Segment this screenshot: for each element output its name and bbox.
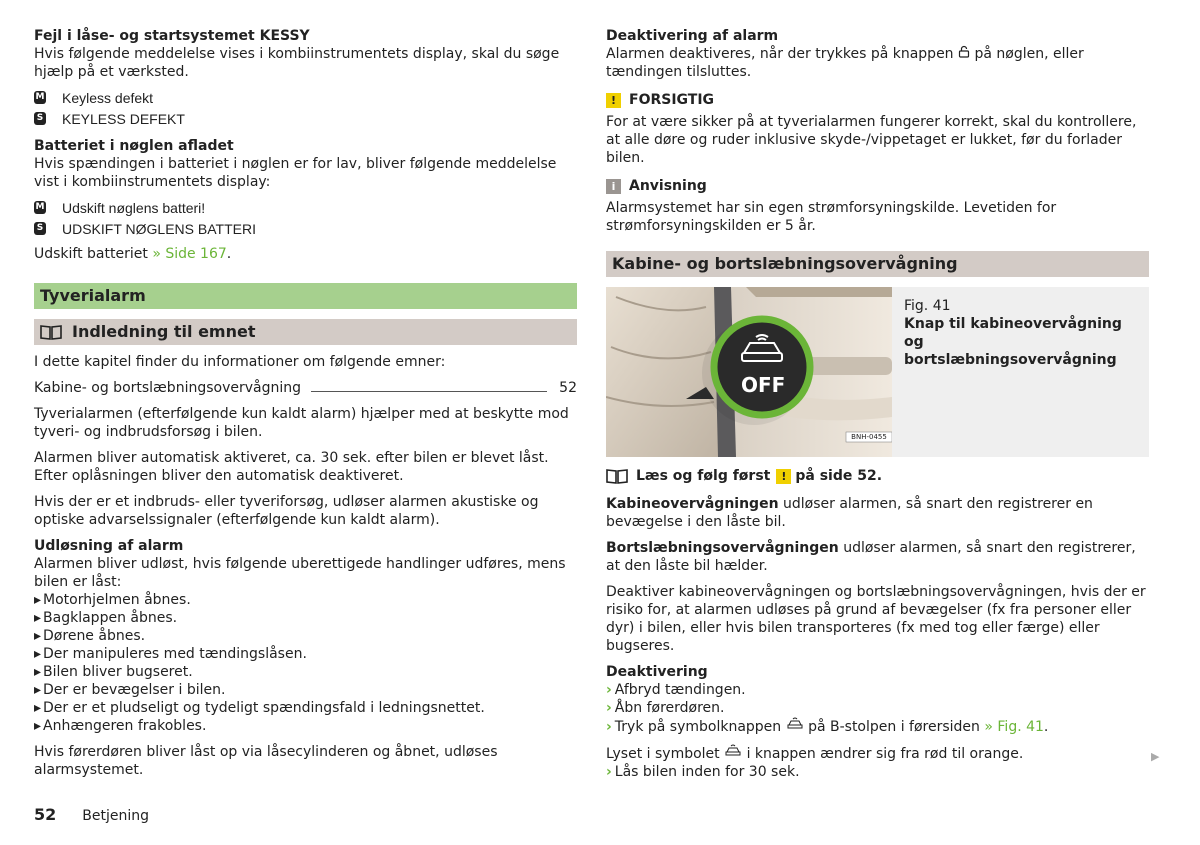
step-text: Afbryd tændingen. xyxy=(614,682,746,698)
deactivate-advice: Deaktiver kabineovervågningen og bortslæbningsovervågningen, hvis der er risiko for, at alarmen udløses på grund af bevægelser (fx fra personer eller dyr) i bilen, eller hvis bilen transporteres (fx med tog eller færge) eller bugseres. xyxy=(606,584,1146,654)
step-text: Lås bilen inden for 30 sek. xyxy=(614,764,800,780)
toc-leader-line xyxy=(311,391,547,392)
unlock-icon xyxy=(958,45,970,58)
caution-label: FORSIGTIG xyxy=(629,92,715,108)
paragraph-2: Alarmen bliver automatisk aktiveret, ca. 30 sek. efter bilen er blevet låst. Efter oplåsningen bliver den automatisk deaktiveret. xyxy=(34,450,549,484)
intro-title-bar xyxy=(34,319,577,345)
deact-text-b: på nøglen, eller tændingen tilsluttes. xyxy=(606,46,1084,80)
message-text: Keyless defekt xyxy=(62,89,154,106)
note-label-row xyxy=(606,177,1149,195)
page-167-link[interactable]: » Side 167 xyxy=(152,246,227,262)
cabin-monitoring-term: Kabineovervågningen xyxy=(606,496,779,512)
light-text-a: Lyset i symbolet xyxy=(606,746,720,762)
message-text: Udskift nøglens batteri! xyxy=(62,199,206,216)
replace-battery-text xyxy=(34,245,577,263)
fig-41-link[interactable]: » Fig. 41 xyxy=(984,719,1044,735)
caution-text: For at være sikker på at tyverialarmen fungerer korrekt, skal du kontrollere, at alle døre og ruder inklusive skyde-/vippetaget er lukket, før du forlader bilen. xyxy=(606,114,1137,166)
kessy-message-m xyxy=(34,87,577,108)
intro-text: I dette kapitel finder du informationer om følgende emner: xyxy=(34,354,446,370)
paragraph-3: Hvis der er et indbruds- eller tyveriforsøg, udløser alarmen akustiske og optiske advarselssignaler (efterfølgende kun kaldt alarm). xyxy=(34,494,539,528)
step-text: Tryk på symbolknappen xyxy=(614,719,782,735)
read-first-a: Læs og følg først xyxy=(636,468,771,484)
towing-monitoring-paragraph xyxy=(606,539,1149,575)
list-item: ▸ Bagklappen åbnes. xyxy=(34,609,577,627)
figure-image xyxy=(606,287,892,457)
replace-end: . xyxy=(226,246,232,262)
step-end: . xyxy=(1043,719,1049,735)
list-item: ▸ Motorhjelmen åbnes. xyxy=(34,591,577,609)
toc-label: Kabine- og bortslæbningsovervågning xyxy=(34,380,302,396)
caution-label-row xyxy=(606,91,1149,109)
cabin-monitoring-paragraph xyxy=(606,495,1149,531)
message-text: UDSKIFT NØGLENS BATTERI xyxy=(62,220,256,237)
cabin-monitoring-off-icon xyxy=(786,717,804,731)
deactivation-heading: Deaktivering af alarm xyxy=(606,28,779,44)
toc-page: 52 xyxy=(559,380,577,396)
left-column xyxy=(34,27,577,779)
book-icon xyxy=(606,468,628,484)
towing-monitoring-text: udløser alarmen, så snart den registrerer, at den låste bil hælder. xyxy=(606,540,1136,574)
page-number: 52 xyxy=(34,805,57,824)
list-item: ▸ Bilen bliver bugseret. xyxy=(34,663,577,681)
note-text: Alarmsystemet har sin egen strømforsyningskilde. Levetiden for strømforsyningskilden er 5 år. xyxy=(606,200,1057,234)
section-title-cabin-monitoring: Kabine- og bortslæbningsovervågning xyxy=(606,251,1149,277)
continue-arrow-icon: ▶ xyxy=(1151,750,1160,763)
figure-code: BNH-0455 xyxy=(851,433,887,441)
step-text: Åbn førerdøren. xyxy=(614,700,725,716)
list-item: › Afbryd tændingen. xyxy=(606,682,746,698)
figure-off-label: OFF xyxy=(741,373,786,397)
deact-text-a: Alarmen deaktiveres, når der trykkes på knappen xyxy=(606,46,954,62)
list-item: ▸ Der er bevægelser i bilen. xyxy=(34,681,577,699)
list-item: ▸ Der manipuleres med tændingslåsen. xyxy=(34,645,577,663)
note-label: Anvisning xyxy=(629,178,707,194)
list-item: ▸ Der er et pludseligt og tydeligt spændingsfald i ledningsnettet. xyxy=(34,699,577,717)
display-s-icon: S xyxy=(34,222,46,235)
towing-monitoring-term: Bortslæbningsovervågningen xyxy=(606,540,839,556)
kessy-message-s xyxy=(34,108,577,129)
list-item: › Tryk på symbolknappen på B-stolpen i førersiden » Fig. 41. xyxy=(606,719,1049,735)
cabin-monitoring-text: udløser alarmen, så snart den registrerer en bevægelse i den låste bil. xyxy=(606,496,1093,530)
display-s-icon: S xyxy=(34,112,46,125)
final-text: Hvis førerdøren bliver låst op via låsecylinderen og åbnet, udløses alarmsystemet. xyxy=(34,744,498,778)
message-text: KEYLESS DEFEKT xyxy=(62,110,185,127)
toc-entry[interactable] xyxy=(34,379,577,397)
step-text: på B-stolpen i førersiden xyxy=(808,719,980,735)
trigger-list xyxy=(34,591,577,735)
figure-label: Fig. 41 xyxy=(904,298,951,314)
display-m-icon: M xyxy=(35,202,45,212)
trigger-heading: Udløsning af alarm xyxy=(34,538,184,554)
battery-message-m xyxy=(34,197,577,218)
list-item: › Lås bilen inden for 30 sek. xyxy=(606,764,800,780)
read-first-b: på side 52. xyxy=(795,468,883,484)
warning-icon: ! xyxy=(606,93,621,108)
battery-heading: Batteriet i nøglen afladet xyxy=(34,138,234,154)
figure-caption: Knap til kabineovervågning og bortslæbningsovervågning xyxy=(904,316,1122,368)
deactivation-text xyxy=(606,45,1149,81)
figure-41 xyxy=(606,287,1149,457)
kessy-heading: Fejl i låse- og startsystemet KESSY xyxy=(34,28,310,44)
deactivation-steps-heading: Deaktivering xyxy=(606,664,708,680)
list-item: ▸ Dørene åbnes. xyxy=(34,627,577,645)
list-item: ▸ Anhængeren frakobles. xyxy=(34,717,577,735)
battery-text: Hvis spændingen i batteriet i nøglen er for lav, bliver følgende meddelelse vist i kombiinstrumentets display: xyxy=(34,156,557,190)
right-column xyxy=(606,27,1149,781)
deactivation-steps xyxy=(606,681,1149,736)
display-m-icon: M xyxy=(35,92,45,102)
figure-caption-box xyxy=(892,287,1149,457)
light-text-b: i knappen ændrer sig fra rød til orange. xyxy=(746,746,1024,762)
light-change-text xyxy=(606,744,1149,763)
book-icon xyxy=(40,324,62,340)
chapter-name: Betjening xyxy=(82,808,149,824)
lock-step-list xyxy=(606,763,1149,781)
intro-title: Indledning til emnet xyxy=(72,322,256,341)
battery-message-s xyxy=(34,218,577,239)
section-title-tyverialarm: Tyverialarm xyxy=(34,283,577,309)
paragraph-1: Tyverialarmen (efterfølgende kun kaldt alarm) hjælper med at beskytte mod tyveri- og indbrudsforsøg i bilen. xyxy=(34,406,569,440)
list-item: › Åbn førerdøren. xyxy=(606,700,725,716)
trigger-text: Alarmen bliver udløst, hvis følgende uberettigede handlinger udføres, mens bilen er låst: xyxy=(34,556,566,590)
info-icon: i xyxy=(606,179,621,194)
kessy-text: Hvis følgende meddelelse vises i kombiinstrumentets display, skal du søge hjælp på et værksted. xyxy=(34,46,560,80)
cabin-monitoring-off-icon xyxy=(724,744,742,758)
page-footer xyxy=(34,806,149,825)
read-first-line xyxy=(606,467,1149,485)
replace-text: Udskift batteriet xyxy=(34,246,148,262)
warning-icon[interactable]: ! xyxy=(776,469,791,484)
